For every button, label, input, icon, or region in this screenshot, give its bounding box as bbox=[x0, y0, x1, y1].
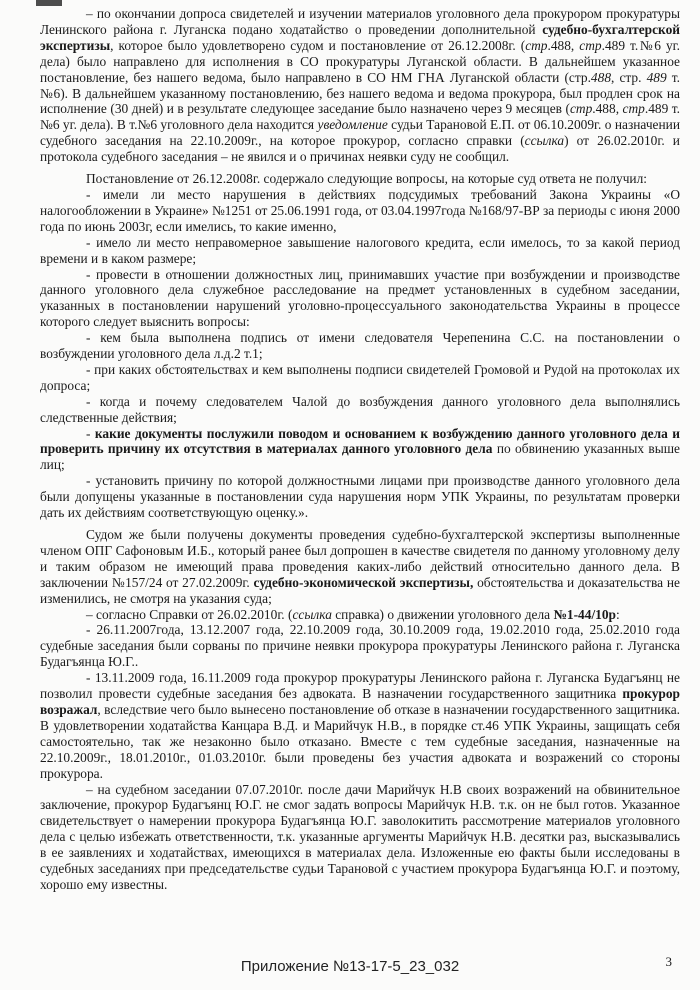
italic-text: стр bbox=[622, 101, 645, 117]
text-run: : bbox=[616, 606, 620, 622]
text-run: , вследствие чего было вынесено постановление об отказе в назначении государственного защитника. В удовлетворении ходатайства Канцара В.Д. и Марийчук Н.В., в порядке ст.46 УПК Украины, защищать себя самостоятельно, так же незаконно было отказано. Вместе с тем судебные заседания, назначенные на 22.10.2009г., 18.01.2010г., 01.03.2010г. были проведены без участия адвоката и возражений со стороны прокурора. bbox=[40, 701, 680, 781]
appendix-footer: Приложение №13-17-5_23_032 bbox=[240, 958, 460, 975]
italic-text: 488 bbox=[590, 69, 612, 85]
text-run: Постановление от 26.12.2008г. содержало следующие вопросы, на которые суд ответа не получил: bbox=[86, 171, 647, 187]
paragraph bbox=[40, 527, 680, 607]
paragraph bbox=[40, 171, 680, 187]
text-run: - кем была выполнена подпись от имени следователя Черепенина С.С. на постановлении о возбуждении уголовного дела л.д.2 т.1; bbox=[40, 330, 680, 362]
text-run: справка) о движении уголовного дела bbox=[331, 606, 554, 622]
paragraph bbox=[40, 607, 680, 623]
paragraph bbox=[40, 362, 680, 394]
italic-text: ссылка bbox=[292, 606, 332, 622]
text-run: т.№6). В дальнейшем указанному постановлению, без нашего ведома и ведома прокурора, был продлен срок на исполнение (30 дней) и в результате следующее заседание было назначено через 9 месяцев ( bbox=[40, 69, 680, 117]
italic-text: ссылка bbox=[524, 133, 565, 149]
text-run: , которое было удовлетворено судом и постановление от 26.12.2008г. ( bbox=[110, 37, 526, 53]
text-run: - при каких обстоятельствах и кем выполнены подписи свидетелей Громовой и Рудой на протоколах их допроса; bbox=[40, 361, 680, 393]
text-run: - 26.11.2007года, 13.12.2007 года, 22.10.2009 года, 30.10.2009 года, 19.02.2010 года, 25.02.2010 года судебные заседания были сорваны по причине неявки прокурора прокуратуры Ленинского района г. Луганска Будагъянца Ю.Г.. bbox=[40, 622, 680, 670]
text-run: - установить причину по которой должностными лицами при производстве данного уголовного дела были допущены указанные в постановлении суда нарушения норм УПК Украины, по результатам проверки дать их действиям соответствующую оценку.». bbox=[40, 473, 680, 521]
paragraph bbox=[40, 782, 680, 893]
text-run: обстоятельства и доказательства не изменились, не смотря на указания суда; bbox=[40, 574, 680, 606]
text-run: – по окончании допроса свидетелей и изучении материалов уголовного дела прокурором прокуратуры Ленинского района г. Луганска подано ходатайство о проведении дополнительной bbox=[40, 6, 680, 37]
paragraph bbox=[40, 187, 680, 235]
paragraph bbox=[40, 426, 680, 474]
bold-text: прокурор возражал bbox=[40, 686, 680, 717]
text-run: ) от 26.02.2010г. и протокола судебного заседания – не явился и о причинах неявки суду не сообщил. bbox=[40, 133, 680, 165]
text-run: - bbox=[86, 425, 95, 441]
text-run: .489 т.№6 уг. дела) было направлено для исполнения в СО прокуратуры Луганской области. В дальнейшем указанное постановление, без нашего ведома, было направлено в СО НМ ГНА Луганской области (стр. bbox=[40, 37, 680, 85]
italic-text: уведомление bbox=[317, 117, 388, 133]
bold-text: судебно-экономической экспертизы, bbox=[253, 574, 474, 590]
text-run: - провести в отношении должностных лиц, принимавших участие при возбуждении и производстве данного уголовного дела служебное расследование на предмет установленных в судебном заседании, указанных в постановлении нарушений уголовно-процессуального законодательства Украины в процессе которого следует выяснить вопросы: bbox=[40, 266, 680, 330]
paragraph bbox=[40, 267, 680, 331]
text-run: .488, bbox=[547, 37, 580, 53]
text-run: – на судебном заседании 07.07.2010г. после дачи Марийчук Н.В своих возражений на обвинительное заключение, прокурор Будагъянц Ю.Г. не смог задать вопросы Марийчук Н.В. т.к. он не был готов. Указанное свидетельствует о намерении прокурора Будагъянца Ю.Г. заволокитить рассмотрение материалов уголовного дела с целью избежать ответственности, т.к. указанные аргументы Марийчук Н.В. десятки раз, высказывались в ее заявлениях и ходатайствах, имеющихся в материалах дела. Изложенные ею факты были исследованы в судебных заседаниях при председательстве судьи Тарановой с участием прокурора Будагъянца Ю.Г. и поэтому, хорошо ему известны. bbox=[40, 781, 680, 892]
text-run: Судом же были получены документы проведения судебно-бухгалтерской экспертизы выполненные членом ОПГ Сафоновым И.Б., который ранее был допрошен в качестве свидетеля по данному уголовному делу и таким образом не имеющий права проведения каких-либо действий относительно данного дела. В заключении №157/24 от 27.02.2009г. bbox=[40, 527, 680, 590]
paragraph bbox=[40, 235, 680, 267]
document-body bbox=[40, 6, 680, 893]
text-run: по обвинению указанных выше лиц; bbox=[40, 441, 680, 473]
paragraph bbox=[40, 394, 680, 426]
paragraph bbox=[40, 473, 680, 521]
text-run: – согласно Справки от 26.02.2010г. ( bbox=[86, 606, 293, 622]
text-run: - имело ли место неправомерное завышение налогового кредита, если имелось, то за какой период времени и в каком размере; bbox=[40, 234, 680, 266]
italic-text: стр bbox=[579, 37, 602, 53]
italic-text: стр bbox=[525, 37, 548, 53]
text-run: судьи Тарановой Е.П. от 06.10.2009г. о назначении судебного заседания на 22.10.2009г., на которое прокурор, согласно справки ( bbox=[40, 117, 680, 149]
italic-text: 489 bbox=[646, 69, 667, 85]
paragraph bbox=[40, 6, 680, 165]
text-run: .488, bbox=[592, 101, 623, 117]
page-number: 3 bbox=[665, 954, 672, 969]
bold-text: №1-44/10р bbox=[553, 606, 616, 622]
text-run: - 13.11.2009 года, 16.11.2009 года прокурор прокуратуры Ленинского района г. Луганска Будагъянц не позволил провести судебные заседания без адвоката. В назначении государственного защитника bbox=[40, 670, 680, 702]
text-run: .489 т.№6 уг. дела). В т.№6 уголовного дела находится bbox=[40, 101, 680, 133]
italic-text: стр bbox=[569, 101, 593, 117]
bold-text: судебно-бухгалтерской экспертизы bbox=[40, 21, 680, 53]
text-run: - имели ли место нарушения в действиях подсудимых требований Закона Украины «О налогообложении в Украине» №1251 от 25.06.1991 года, от 03.04.1997года №168/97-ВР за периоды с июня 2000 года по июнь 2003г, если имелись, то какие именно, bbox=[40, 186, 680, 234]
bold-text: какие документы послужили поводом и основанием к возбуждению данного уголовного дела и проверить причину их отсутствия в материалах данного уголовного дела bbox=[40, 425, 680, 457]
text-run: , стр. bbox=[611, 69, 647, 85]
paragraph bbox=[40, 622, 680, 670]
paragraph bbox=[40, 330, 680, 362]
text-run: - когда и почему следователем Чалой до возбуждения данного уголовного дела выполнялись следственные действия; bbox=[40, 393, 680, 425]
paragraph bbox=[40, 670, 680, 781]
